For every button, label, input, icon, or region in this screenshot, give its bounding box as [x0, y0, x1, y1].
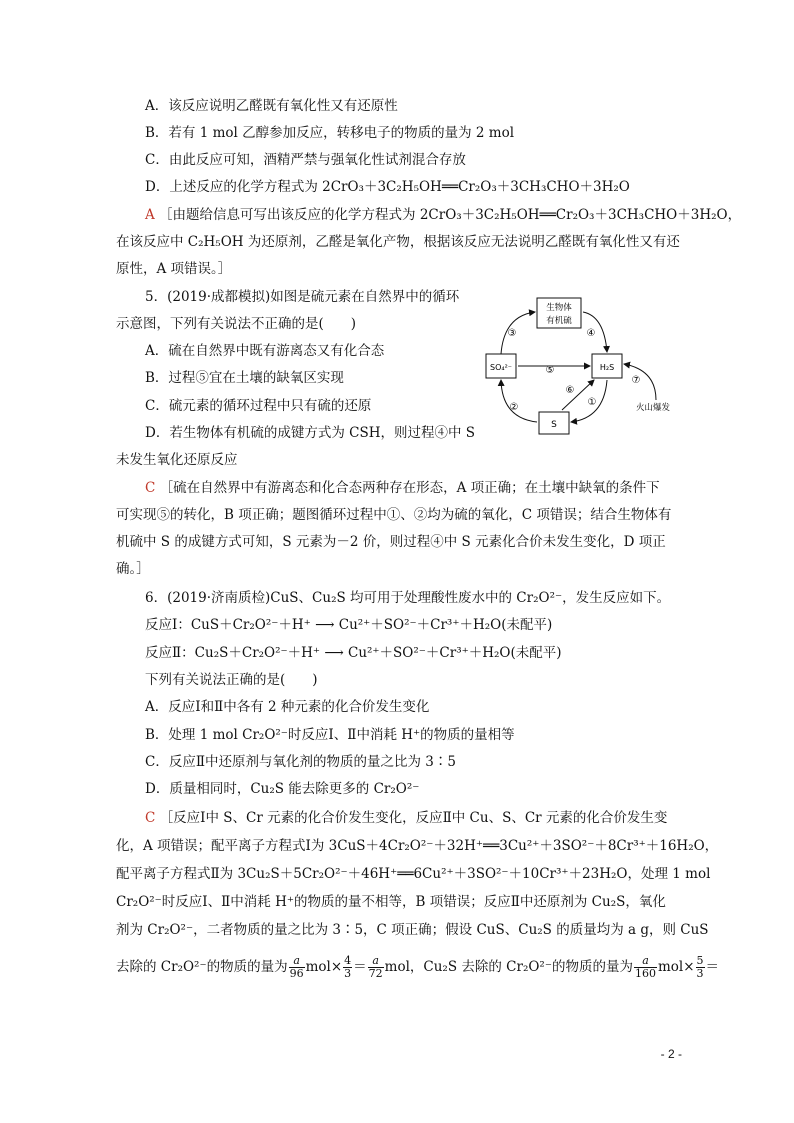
fraction-denominator: 3 [344, 967, 352, 980]
fraction-numerator: a [368, 955, 384, 968]
q5-explanation-line-4: 确。］ [116, 561, 150, 577]
q4-explanation-line-2: 在该反应中 C₂H₅OH 为还原剂，乙醛是氧化产物，根据该反应无法说明乙醛既有氧化性又有还 [116, 234, 680, 250]
q6-explanation-line-4: Cr₂O²⁻时反应Ⅰ、Ⅱ中消耗 H⁺的物质的量不相等，B 项错误；反应Ⅱ中还原剂为 Cu₂S，氧化 [116, 894, 666, 910]
fraction-4-3 [343, 955, 352, 980]
label-2: ② [509, 402, 519, 413]
label-6: ⑥ [565, 385, 575, 396]
q4-option-a: A．该反应说明乙醛既有氧化性又有还原性 [145, 98, 398, 114]
q6-explanation-line-2: 化，A 项错误；配平离子方程式Ⅰ为 3CuS＋4Cr₂O²⁻＋32H⁺══3Cu²⁺＋3SO²⁻＋8Cr³⁺＋16H₂O， [116, 838, 719, 854]
q6-option-a: A．反应Ⅰ和Ⅱ中各有 2 种元素的化合价发生变化 [145, 699, 430, 715]
q6-exp6-part-b: mol× [305, 959, 343, 975]
fraction-denominator: 72 [368, 967, 383, 980]
label-4: ④ [586, 328, 596, 339]
q6-explanation-line-1 [145, 808, 667, 828]
q5-option-c: C．硫元素的循环过程中只有硫的还原 [145, 398, 372, 414]
q6-exp6-part-e: mol× [657, 959, 695, 975]
fraction-numerator: 5 [696, 954, 704, 967]
q6-exp6-part-f: ＝ [705, 959, 720, 975]
q6-option-c: C．反应Ⅱ中还原剂与氧化剂的物质的量之比为 3∶5 [145, 754, 456, 770]
q5-option-b: B．过程⑤宜在土壤的缺氧区实现 [145, 370, 344, 386]
page-number: - 2 - [660, 1047, 682, 1061]
q4-option-c: C．由此反应可知，酒精严禁与强氧化性试剂混合存放 [145, 152, 466, 168]
q6-exp6-part-a: 去除的 Cr₂O²⁻的物质的量为 [116, 959, 288, 975]
fraction-numerator: 4 [344, 954, 352, 967]
q4-option-b: B．若有 1 mol 乙醇参加反应，转移电子的物质的量为 2 mol [145, 125, 515, 141]
q6-explanation-text-1: ［反应Ⅰ中 S、Cr 元素的化合价发生变化，反应Ⅱ中 Cu、S、Cr 元素的化合价发生变 [159, 810, 668, 826]
label-1: ① [587, 397, 597, 408]
fraction-a-72 [368, 955, 384, 980]
q5-option-a: A．硫在自然界中既有游离态又有化合态 [145, 343, 385, 359]
q4-answer: A [145, 207, 155, 223]
q6-reaction-2: 反应Ⅱ：Cu₂S＋Cr₂O²⁻＋H⁺ ⟶ Cu²⁺＋SO²⁻＋Cr³⁺＋H₂O(未配平) [145, 645, 562, 661]
organic-sulfur-label-1: 生物体 [546, 303, 572, 313]
q5-explanation-line-3: 机硫中 S 的成键方式可知，S 元素为－2 价，则过程④中 S 元素化合价未发生变化，D 项正 [116, 534, 666, 550]
label-5: ⑤ [545, 365, 555, 376]
q5-stem-line-2: 示意图，下列有关说法不正确的是( ) [116, 316, 357, 332]
q6-exp6-part-c: ＝ [353, 959, 367, 975]
fraction-a-96 [289, 955, 305, 980]
q6-stem-line-1: 6．(2019·济南质检)CuS、Cu₂S 均可用于处理酸性废水中的 Cr₂O²⁻，发生反应如下。 [145, 590, 671, 606]
q5-stem-line-1: 5．(2019·成都模拟)如图是硫元素在自然界中的循环 [145, 289, 460, 305]
volcano-label: 火山爆发 [635, 403, 671, 413]
arrow-3 [501, 312, 535, 354]
fraction-numerator: a [289, 955, 305, 968]
q6-option-d: D．质量相同时，Cu₂S 能去除更多的 Cr₂O²⁻ [145, 781, 420, 797]
q5-explanation-line-1 [145, 478, 660, 498]
q6-reaction-1: 反应Ⅰ：CuS＋Cr₂O²⁻＋H⁺ ⟶ Cu²⁺＋SO²⁻＋Cr³⁺＋H₂O(未配平) [145, 617, 553, 633]
q5-explanation-text-1: ［硫在自然界中有游离态和化合态两种存在形态，A 项正确；在土壤中缺氧的条件下 [159, 480, 660, 496]
q6-option-b: B．处理 1 mol Cr₂O²⁻时反应Ⅰ、Ⅱ中消耗 H⁺的物质的量相等 [145, 727, 515, 743]
q6-explanation-line-5: 剂为 Cr₂O²⁻，二者物质的量之比为 3∶5，C 项正确；假设 CuS、Cu₂S 的质量均为 a g，则 CuS [116, 922, 709, 938]
h2s-label: H₂S [599, 363, 615, 372]
q4-option-d: D．上述反应的化学方程式为 2CrO₃＋3C₂H₅OH══Cr₂O₃＋3CH₃CHO＋3H₂O [145, 179, 630, 195]
q4-explanation-text-1: ［由题给信息可写出该反应的化学方程式为 2CrO₃＋3C₂H₅OH══Cr₂O₃＋3CH₃CHO＋3H₂O， [159, 207, 742, 223]
q6-question: 下列有关说法正确的是( ) [145, 672, 318, 688]
organic-sulfur-label-2: 有机硫 [546, 316, 572, 326]
label-7: ⑦ [631, 375, 641, 386]
fraction-numerator: a [634, 955, 657, 968]
fraction-a-160 [634, 955, 657, 980]
q5-answer: C [145, 480, 156, 496]
q6-explanation-line-3: 配平离子方程式Ⅱ为 3Cu₂S＋5Cr₂O²⁻＋46H⁺══6Cu²⁺＋3SO²⁻＋10Cr³⁺＋23H₂O，处理 1 mol [116, 866, 711, 882]
fraction-5-3 [696, 955, 705, 980]
sulfur-label: S [551, 420, 557, 430]
sulfate-label: SO₄²⁻ [489, 363, 513, 372]
fraction-denominator: 160 [634, 967, 656, 980]
sulfur-cycle-diagram [480, 292, 690, 442]
fraction-denominator: 96 [289, 967, 304, 980]
q4-explanation-line-1 [145, 205, 741, 225]
q6-exp6-part-d: mol，Cu₂S 去除的 Cr₂O²⁻的物质的量为 [384, 959, 633, 975]
q5-explanation-line-2: 可实现⑤的转化，B 项正确；题图循环过程中①、②均为硫的氧化，C 项错误；结合生物体有 [116, 507, 672, 523]
fraction-denominator: 3 [696, 967, 704, 980]
q6-answer: C [145, 810, 156, 826]
label-3: ③ [507, 328, 517, 339]
q5-option-d-line-1: D．若生物体有机硫的成键方式为 CSH，则过程④中 S [145, 425, 476, 441]
arrow-2 [501, 380, 537, 422]
q6-explanation-line-6 [116, 952, 719, 982]
q5-option-d-line-2: 未发生氧化还原反应 [116, 452, 238, 468]
q4-explanation-line-3: 原性，A 项错误。］ [116, 261, 232, 277]
